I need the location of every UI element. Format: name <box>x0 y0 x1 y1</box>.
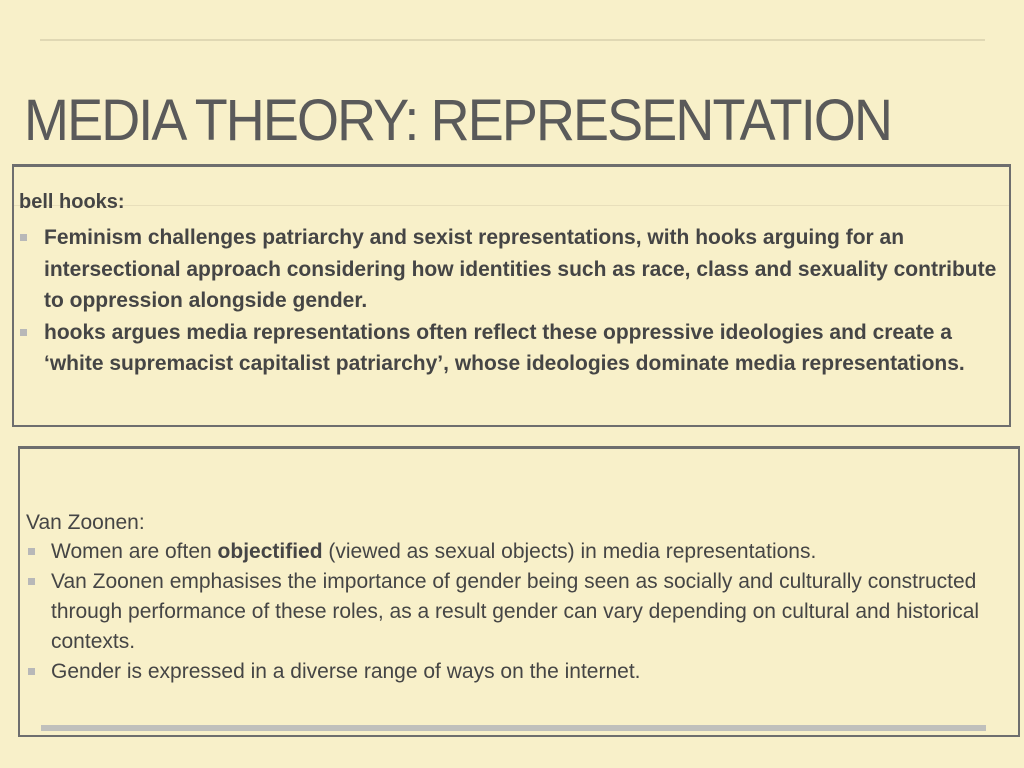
bullet-icon <box>20 234 27 241</box>
bullet-text: hooks argues media representations often reflect these oppressive ideologies and create a ‘white supremacist capitalist patriarchy’, whose ideologies dominate media representations. <box>44 320 965 375</box>
bullet-text-start: Women are often <box>51 540 218 563</box>
section-heading-bell-hooks: bell hooks: <box>19 191 125 213</box>
bullet-icon <box>28 578 35 585</box>
list-item <box>14 222 1009 317</box>
top-divider <box>40 39 985 41</box>
bell-hooks-bullet-list <box>14 222 1009 380</box>
bullet-icon <box>28 668 35 675</box>
inner-divider <box>14 205 1009 206</box>
bell-hooks-text-box <box>12 164 1011 427</box>
list-item <box>20 657 1018 687</box>
bullet-text-end: (viewed as sexual objects) in media representations. <box>322 540 817 563</box>
van-zoonen-text-box <box>18 446 1020 737</box>
list-item <box>14 317 1009 380</box>
section-heading-van-zoonen: Van Zoonen: <box>26 511 145 534</box>
bullet-icon <box>28 548 35 555</box>
van-zoonen-bullet-list <box>20 537 1018 687</box>
bullet-text: Gender is expressed in a diverse range of ways on the internet. <box>51 660 641 683</box>
emphasis-objectified: objectified <box>217 540 323 563</box>
bullet-text: Van Zoonen emphasises the importance of gender being seen as socially and culturally constructed through performance of these roles, as a result gender can vary depending on cultural and historical contexts. <box>51 570 980 653</box>
bottom-divider <box>41 725 986 731</box>
slide-title: MEDIA THEORY: REPRESENTATION <box>24 88 892 153</box>
bullet-icon <box>20 329 27 336</box>
list-item <box>20 567 1018 657</box>
list-item <box>20 537 1018 567</box>
bullet-text: Feminism challenges patriarchy and sexist representations, with hooks arguing for an intersectional approach considering how identities such as race, class and sexuality contribute to oppression alongside gender. <box>44 226 997 312</box>
